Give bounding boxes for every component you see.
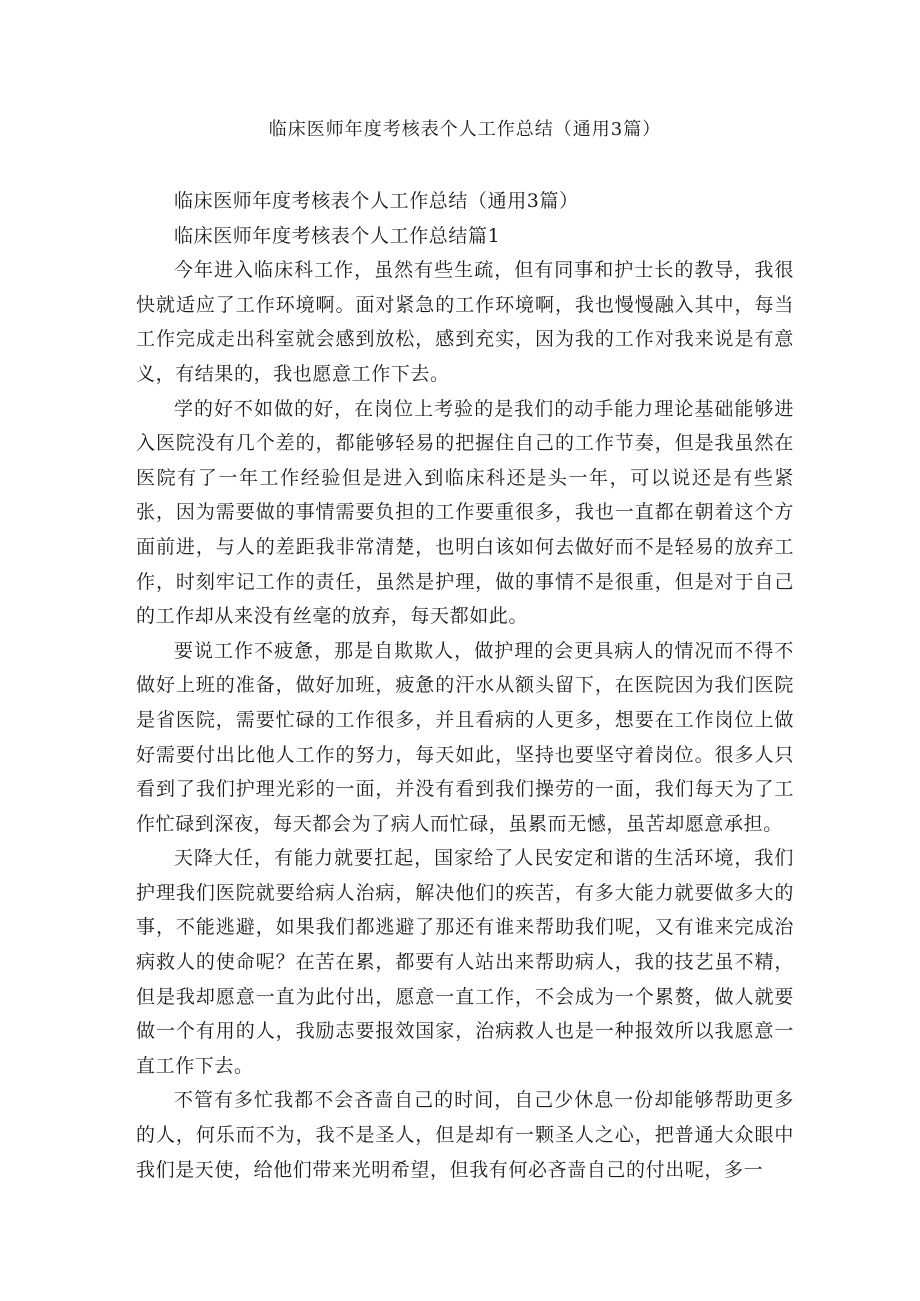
paragraph-4: 天降大任，有能力就要扛起，国家给了人民安定和谐的生活环境，我们护理我们医院就要给病人治病，解决他们的疾苦，有多大能力就要做多大的事，不能逃避，如果我们都逃避了那还有谁来帮助我们呢，又有谁来完成治病救人的使命呢？在苦在累，都要有人站出来帮助病人，我的技艺虽不精，但是我却愿意一直为此付出，愿意一直工作，不会成为一个累赘，做人就要做一个有用的人，我励志要报效国家，治病救人也是一种报效所以我愿意一直工作下去。	[136, 847, 794, 1077]
section-heading: 临床医师年度考核表个人工作总结篇1	[174, 224, 501, 247]
paragraph-2: 学的好不如做的好，在岗位上考验的是我们的动手能力理论基础能够进入医院没有几个差的，都能够轻易的把握住自己的工作节奏，但是我虽然在医院有了一年工作经验但是进入到临床科还是头一年，可以说还是有些紧张，因为需要做的事情需要负担的工作要重很多，我也一直都在朝着这个方面前进，与人的差距我非常清楚，也明白该如何去做好而不是轻易的放弃工作，时刻牢记工作的责任，虽然是护理，做的事情不是很重，但是对于自己的工作却从来没有丝毫的放弃，每天都如此。	[136, 397, 794, 628]
paragraph-3: 要说工作不疲惫，那是自欺欺人，做护理的会更具病人的情况而不得不做好上班的准备，做好加班，疲惫的汗水从额头留下，在医院因为我们医院是省医院，需要忙碌的工作很多，并且看病的人更多，想要在工作岗位上做好需要付出比他人工作的努力，每天如此，坚持也要坚守着岗位。很多人只看到了我们护理光彩的一面，并没有看到我们操劳的一面，我们每天为了工作忙碌到深夜，每天都会为了病人而忙碌，虽累而无憾，虽苦却愿意承担。	[136, 639, 794, 835]
paragraph-5: 不管有多忙我都不会吝啬自己的时间，自己少休息一份却能够帮助更多的人，何乐而不为，我不是圣人，但是却有一颗圣人之心，把普通大众眼中我们是天使，给他们带来光明希望，但我有何必吝啬自己的付出呢，多一	[136, 1089, 794, 1181]
document-title: 临床医师年度考核表个人工作总结（通用3篇）	[268, 119, 662, 140]
paragraph-1: 今年进入临床科工作，虽然有些生疏，但有同事和护士长的教导，我很快就适应了工作环境啊。面对紧急的工作环境啊，我也慢慢融入其中，每当工作完成走出科室就会感到放松，感到充实，因为我的工作对我来说是有意义，有结果的，我也愿意工作下去。	[136, 259, 794, 385]
document-body	[136, 184, 794, 1187]
heading-repeat: 临床医师年度考核表个人工作总结（通用3篇）	[174, 190, 579, 212]
